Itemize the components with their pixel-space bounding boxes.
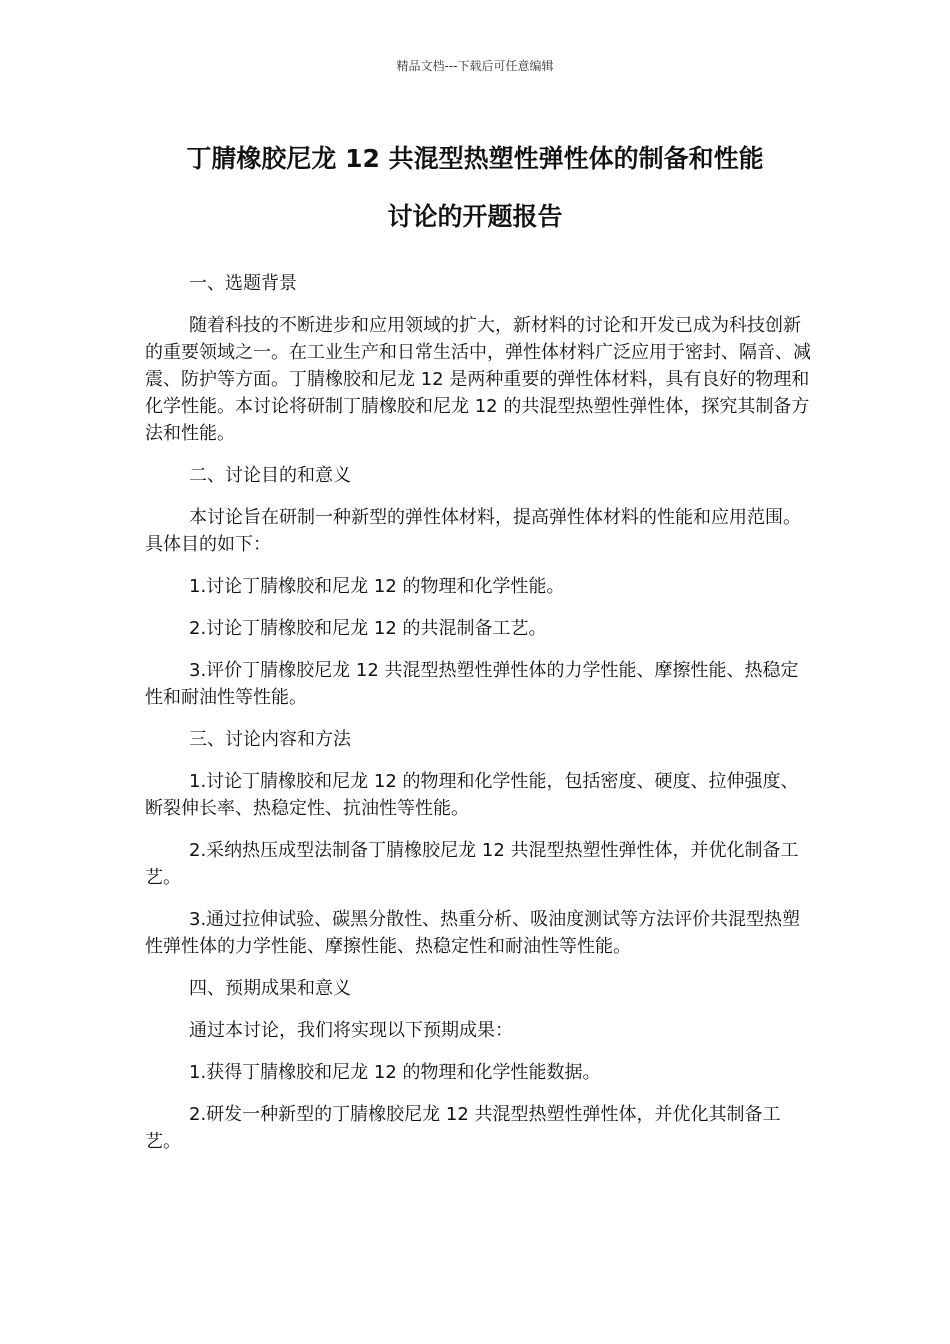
section-purpose: [145, 462, 813, 711]
paragraph: 本讨论旨在研制一种新型的弹性体材料，提高弹性体材料的性能和应用范围。具体目的如下：: [145, 507, 801, 555]
page-header-note: 精品文档---下载后可任意编辑: [396, 59, 554, 73]
paragraph: 随着科技的不断进步和应用领域的扩大，新材料的讨论和开发已成为科技创新的重要领域之一。在工业生产和日常生活中，弹性体材料广泛应用于密封、隔音、减震、防护等方面。丁腈橡胶和尼龙 12 是两种重要的弹性体材料，具有良好的物理和化学性能。本讨论将研制丁腈橡胶和尼龙 12 的共混型热塑性弹性体，探究其制备方法和性能。: [145, 315, 811, 444]
section-expected-results: [145, 975, 813, 1155]
section-content-methods: [145, 726, 813, 960]
list-item: 1.讨论丁腈橡胶和尼龙 12 的物理和化学性能。: [189, 576, 565, 597]
list-item: 3.评价丁腈橡胶尼龙 12 共混型热塑性弹性体的力学性能、摩擦性能、热稳定性和耐油性等性能。: [145, 660, 799, 708]
section-heading: 三、讨论内容和方法: [189, 729, 351, 750]
section-heading: 二、讨论目的和意义: [189, 465, 351, 486]
list-item: 2.讨论丁腈橡胶和尼龙 12 的共混制备工艺。: [189, 618, 547, 639]
list-item: 1.讨论丁腈橡胶和尼龙 12 的物理和化学性能，包括密度、硬度、拉伸强度、断裂伸长率、热稳定性、抗油性等性能。: [145, 771, 799, 819]
document-title: [110, 130, 840, 246]
paragraph: 通过本讨论，我们将实现以下预期成果：: [189, 1020, 513, 1041]
document-title-line-2: 讨论的开题报告: [387, 202, 563, 231]
section-heading: 一、选题背景: [189, 273, 297, 294]
document-title-line-1: 丁腈橡胶尼龙 12 共混型热塑性弹性体的制备和性能: [186, 144, 764, 173]
list-item: 1.获得丁腈橡胶和尼龙 12 的物理和化学性能数据。: [189, 1062, 601, 1083]
list-item: 2.研发一种新型的丁腈橡胶尼龙 12 共混型热塑性弹性体，并优化其制备工艺。: [145, 1104, 781, 1152]
list-item: 3.通过拉伸试验、碳黑分散性、热重分析、吸油度测试等方法评价共混型热塑性弹性体的力学性能、摩擦性能、热稳定性和耐油性等性能。: [145, 909, 801, 957]
section-heading: 四、预期成果和意义: [189, 978, 351, 999]
section-background: [145, 270, 813, 447]
document-body: [145, 270, 813, 1170]
list-item: 2.采纳热压成型法制备丁腈橡胶尼龙 12 共混型热塑性弹性体，并优化制备工艺。: [145, 840, 799, 888]
